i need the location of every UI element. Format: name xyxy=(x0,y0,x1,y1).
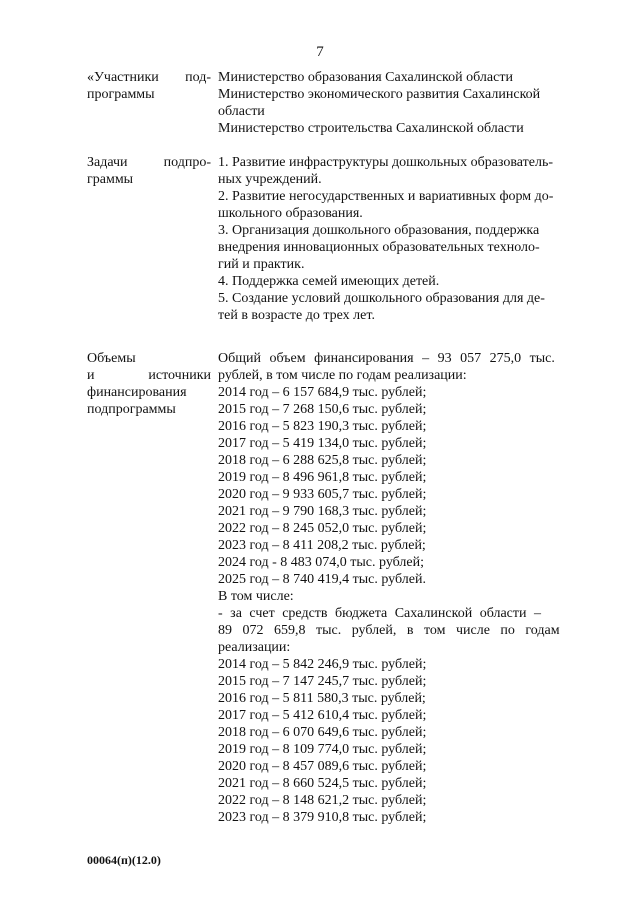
regional-year-row: 2016 год – 5 811 580,3 тыс. рублей; xyxy=(218,691,426,706)
task-line: гий и практик. xyxy=(218,257,305,272)
task-item xyxy=(218,154,584,188)
task-line: ных учреждений. xyxy=(218,172,322,187)
task-line: внедрения инновационных образовательных техноло- xyxy=(218,240,540,255)
funding-year-row: 2017 год – 5 419 134,0 тыс. рублей; xyxy=(218,436,427,451)
participant-item-continued: области xyxy=(218,104,265,119)
funding-year-row: 2014 год – 6 157 684,9 тыс. рублей; xyxy=(218,385,427,400)
task-line: 5. Создание условий дошкольного образования для де- xyxy=(218,291,545,306)
task-item xyxy=(218,188,584,222)
regional-year-row: 2015 год – 7 147 245,7 тыс. рублей; xyxy=(218,674,427,689)
tasks-label xyxy=(87,154,211,188)
participant-item: Министерство образования Сахалинской области xyxy=(218,70,513,85)
funding-details xyxy=(218,350,584,826)
funding-year-row: 2016 год – 5 823 190,3 тыс. рублей; xyxy=(218,419,427,434)
funding-label-word-sources: источники xyxy=(148,368,211,383)
funding-total: Общий объем финансирования – 93 057 275,0 тыс. xyxy=(218,351,555,366)
task-line: 3. Организация дошкольного образования, поддержка xyxy=(218,223,540,238)
participants-label-word2: под- xyxy=(185,70,211,85)
regional-year-row: 2021 год – 8 660 524,5 тыс. рублей; xyxy=(218,776,427,791)
including-label: В том числе: xyxy=(218,589,294,604)
tasks-label-word2: подпро- xyxy=(163,155,211,170)
tasks-label-word1: Задачи xyxy=(87,155,128,170)
funding-year-row: 2025 год – 8 740 419,4 тыс. рублей. xyxy=(218,572,426,587)
funding-total-continued: рублей, в том числе по годам реализации: xyxy=(218,368,467,383)
funding-years-regional xyxy=(218,656,584,826)
regional-year-row: 2017 год – 5 412 610,4 тыс. рублей; xyxy=(218,708,427,723)
funding-year-row: 2024 год - 8 483 074,0 тыс. рублей; xyxy=(218,555,425,570)
funding-year-row: 2018 год – 6 288 625,8 тыс. рублей; xyxy=(218,453,427,468)
funding-year-row: 2023 год – 8 411 208,2 тыс. рублей; xyxy=(218,538,426,553)
task-item xyxy=(218,222,584,273)
funding-year-row: 2020 год – 9 933 605,7 тыс. рублей; xyxy=(218,487,427,502)
funding-year-row: 2021 год – 9 790 168,3 тыс. рублей; xyxy=(218,504,427,519)
participants-label-line2: программы xyxy=(87,87,155,102)
regional-year-row: 2023 год – 8 379 910,8 тыс. рублей; xyxy=(218,810,427,825)
task-line: школьного образования. xyxy=(218,206,363,221)
participants-label xyxy=(87,69,211,103)
funding-label-line4: подпрограммы xyxy=(87,402,176,417)
task-item xyxy=(218,273,584,290)
regional-year-row: 2014 год – 5 842 246,9 тыс. рублей; xyxy=(218,657,427,672)
regional-year-row: 2018 год – 6 070 649,6 тыс. рублей; xyxy=(218,725,427,740)
funding-label-word-and: и xyxy=(87,368,95,383)
funding-years-total xyxy=(218,384,584,588)
task-item xyxy=(218,290,584,324)
task-line: тей в возрасте до трех лет. xyxy=(218,308,375,323)
participants-label-word1: «Участники xyxy=(87,70,159,85)
tasks-label-line2: граммы xyxy=(87,172,134,187)
regional-budget-line: реализации: xyxy=(218,640,291,655)
funding-label-line3: финансирования xyxy=(87,385,187,400)
funding-label-line1: Объемы xyxy=(87,351,136,366)
regional-year-row: 2019 год – 8 109 774,0 тыс. рублей; xyxy=(218,742,427,757)
task-line: 1. Развитие инфраструктуры дошкольных образователь- xyxy=(218,155,554,170)
participant-item: Министерство строительства Сахалинской области xyxy=(218,121,524,136)
regional-budget-line: 89 072 659,8 тыс. рублей, в том числе по годам xyxy=(218,623,560,638)
tasks-list xyxy=(218,154,584,324)
task-line: 2. Развитие негосударственных и вариативных форм до- xyxy=(218,189,554,204)
regional-year-row: 2022 год – 8 148 621,2 тыс. рублей; xyxy=(218,793,427,808)
funding-year-row: 2015 год – 7 268 150,6 тыс. рублей; xyxy=(218,402,427,417)
task-line: 4. Поддержка семей имеющих детей. xyxy=(218,274,440,289)
participant-item: Министерство экономического развития Сахалинской xyxy=(218,87,541,102)
funding-year-row: 2019 год – 8 496 961,8 тыс. рублей; xyxy=(218,470,427,485)
regional-year-row: 2020 год – 8 457 089,6 тыс. рублей; xyxy=(218,759,427,774)
participants-list xyxy=(218,69,584,137)
page-number: 7 xyxy=(316,44,324,60)
funding-label xyxy=(87,350,211,418)
document-code: 00064(п)(12.0) xyxy=(87,853,161,867)
funding-year-row: 2022 год – 8 245 052,0 тыс. рублей; xyxy=(218,521,427,536)
regional-budget-line: - за счет средств бюджета Сахалинской области – xyxy=(218,606,541,621)
